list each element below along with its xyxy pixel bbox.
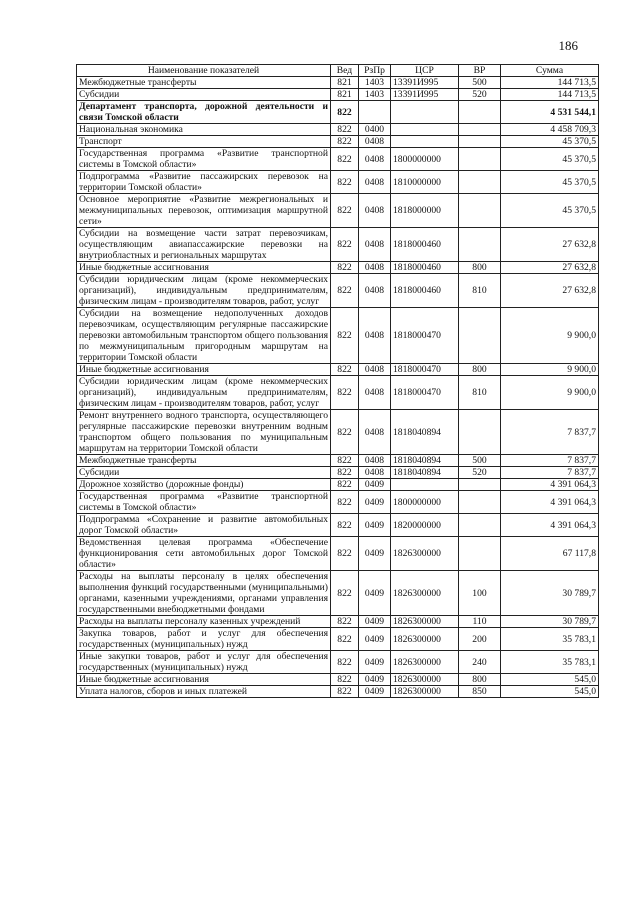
cell-vr	[459, 479, 501, 491]
cell-vr: 200	[459, 628, 501, 651]
table-row	[77, 571, 599, 616]
cell-csr: 1826300000	[391, 537, 459, 571]
cell-vr: 100	[459, 571, 501, 616]
table-row	[77, 514, 599, 537]
cell-sum: 4 458 709,3	[501, 124, 599, 136]
cell-sum: 67 117,8	[501, 537, 599, 571]
cell-sum: 30 789,7	[501, 616, 599, 628]
cell-csr	[391, 136, 459, 148]
cell-rzpr: 0408	[359, 274, 391, 308]
cell-csr: 1810000000	[391, 171, 459, 194]
header-rzpr: РзПр	[359, 65, 391, 77]
cell-sum: 9 900,0	[501, 364, 599, 376]
table-header	[77, 65, 599, 77]
cell-sum: 9 900,0	[501, 376, 599, 410]
cell-name: Государственная программа «Развитие транспортной системы в Томской области»	[77, 491, 331, 514]
cell-csr: 1800000000	[391, 148, 459, 171]
cell-csr: 1818040894	[391, 455, 459, 467]
cell-csr: 1826300000	[391, 674, 459, 686]
cell-sum: 45 370,5	[501, 136, 599, 148]
cell-vr: 240	[459, 651, 501, 674]
cell-name: Иные бюджетные ассигнования	[77, 674, 331, 686]
cell-vr	[459, 491, 501, 514]
page-number: 186	[558, 38, 578, 53]
cell-sum: 4 391 064,3	[501, 479, 599, 491]
table-row	[77, 262, 599, 274]
cell-name: Межбюджетные трансферты	[77, 455, 331, 467]
budget-table	[76, 64, 599, 698]
cell-vr	[459, 124, 501, 136]
table-row	[77, 410, 599, 455]
cell-csr: 1800000000	[391, 491, 459, 514]
cell-vr	[459, 228, 501, 262]
cell-sum: 27 632,8	[501, 274, 599, 308]
cell-sum: 35 783,1	[501, 651, 599, 674]
cell-sum: 7 837,7	[501, 467, 599, 479]
cell-rzpr: 0408	[359, 308, 391, 364]
cell-name: Иные бюджетные ассигнования	[77, 364, 331, 376]
table-row	[77, 376, 599, 410]
cell-name: Иные бюджетные ассигнования	[77, 262, 331, 274]
table-row	[77, 674, 599, 686]
cell-name: Подпрограмма «Сохранение и развитие автомобильных дорог Томской области»	[77, 514, 331, 537]
cell-ved: 822	[331, 410, 359, 455]
cell-name: Государственная программа «Развитие транспортной системы в Томской области»	[77, 148, 331, 171]
cell-ved: 821	[331, 77, 359, 89]
cell-rzpr: 0409	[359, 514, 391, 537]
cell-rzpr: 0409	[359, 674, 391, 686]
cell-csr: 13391И995	[391, 77, 459, 89]
cell-sum: 30 789,7	[501, 571, 599, 616]
cell-vr	[459, 537, 501, 571]
cell-rzpr: 0400	[359, 124, 391, 136]
cell-vr: 800	[459, 262, 501, 274]
table-row	[77, 148, 599, 171]
table-row	[77, 171, 599, 194]
cell-name: Департамент транспорта, дорожной деятельности и связи Томской области	[77, 101, 331, 124]
cell-name: Субсидии юридическим лицам (кроме некоммерческих организаций), индивидуальным предпринимателям, физическим лицам - производителям товаров, работ, услуг	[77, 274, 331, 308]
cell-rzpr: 0408	[359, 171, 391, 194]
cell-ved: 822	[331, 467, 359, 479]
cell-vr	[459, 194, 501, 228]
cell-rzpr: 0408	[359, 410, 391, 455]
cell-vr: 810	[459, 376, 501, 410]
cell-ved: 822	[331, 171, 359, 194]
cell-ved: 821	[331, 89, 359, 101]
cell-ved: 822	[331, 274, 359, 308]
cell-name: Субсидии	[77, 89, 331, 101]
cell-ved: 822	[331, 674, 359, 686]
cell-rzpr: 0408	[359, 136, 391, 148]
cell-ved: 822	[331, 455, 359, 467]
header-ved: Вед	[331, 65, 359, 77]
cell-rzpr: 0409	[359, 616, 391, 628]
cell-vr	[459, 148, 501, 171]
cell-name: Ведомственная целевая программа «Обеспечение функционирования сети автомобильных дорог Томской области»	[77, 537, 331, 571]
cell-rzpr: 0409	[359, 571, 391, 616]
cell-csr: 13391И995	[391, 89, 459, 101]
table-row	[77, 101, 599, 124]
table-row	[77, 77, 599, 89]
cell-sum: 4 531 544,1	[501, 101, 599, 124]
cell-ved: 822	[331, 136, 359, 148]
cell-ved: 822	[331, 537, 359, 571]
cell-rzpr: 0408	[359, 467, 391, 479]
cell-ved: 822	[331, 514, 359, 537]
cell-ved: 822	[331, 571, 359, 616]
cell-ved: 822	[331, 628, 359, 651]
cell-ved: 822	[331, 308, 359, 364]
cell-name: Субсидии	[77, 467, 331, 479]
cell-vr	[459, 308, 501, 364]
cell-vr: 810	[459, 274, 501, 308]
cell-sum: 144 713,5	[501, 89, 599, 101]
cell-rzpr: 0408	[359, 228, 391, 262]
header-csr: ЦСР	[391, 65, 459, 77]
cell-csr: 1818000000	[391, 194, 459, 228]
cell-rzpr: 1403	[359, 77, 391, 89]
cell-ved: 822	[331, 616, 359, 628]
cell-sum: 545,0	[501, 686, 599, 698]
cell-rzpr: 0408	[359, 455, 391, 467]
cell-vr: 850	[459, 686, 501, 698]
table-row	[77, 228, 599, 262]
cell-csr: 1818040894	[391, 467, 459, 479]
cell-csr: 1818000460	[391, 274, 459, 308]
header-vr: ВР	[459, 65, 501, 77]
cell-csr	[391, 479, 459, 491]
cell-sum: 45 370,5	[501, 194, 599, 228]
cell-vr: 800	[459, 364, 501, 376]
cell-vr	[459, 514, 501, 537]
cell-name: Национальная экономика	[77, 124, 331, 136]
table-row	[77, 136, 599, 148]
cell-sum: 27 632,8	[501, 262, 599, 274]
table-row	[77, 274, 599, 308]
cell-name: Основное мероприятие «Развитие межрегиональных и межмуниципальных перевозок, оптимизация маршрутной сети»	[77, 194, 331, 228]
cell-csr	[391, 101, 459, 124]
cell-name: Закупка товаров, работ и услуг для обеспечения государственных (муниципальных) нужд	[77, 628, 331, 651]
cell-name: Субсидии юридическим лицам (кроме некоммерческих организаций), индивидуальным предпринимателям, физическим лицам - производителям товаров, работ, услуг	[77, 376, 331, 410]
cell-sum: 545,0	[501, 674, 599, 686]
cell-name: Субсидии на возмещение части затрат перевозчикам, осуществляющим авиапассажирские перевозки на внутриобластных и региональных маршрутах	[77, 228, 331, 262]
cell-rzpr: 0409	[359, 479, 391, 491]
cell-vr	[459, 410, 501, 455]
cell-rzpr: 0408	[359, 364, 391, 376]
cell-csr	[391, 124, 459, 136]
cell-ved: 822	[331, 686, 359, 698]
cell-name: Иные закупки товаров, работ и услуг для обеспечения государственных (муниципальных) нужд	[77, 651, 331, 674]
cell-ved: 822	[331, 376, 359, 410]
table-row	[77, 194, 599, 228]
cell-ved: 822	[331, 491, 359, 514]
cell-ved: 822	[331, 101, 359, 124]
cell-csr: 1826300000	[391, 571, 459, 616]
header-name: Наименование показателей	[77, 65, 331, 77]
cell-ved: 822	[331, 148, 359, 171]
cell-vr	[459, 171, 501, 194]
cell-name: Уплата налогов, сборов и иных платежей	[77, 686, 331, 698]
cell-vr: 500	[459, 455, 501, 467]
cell-vr: 500	[459, 77, 501, 89]
cell-vr	[459, 101, 501, 124]
table-row	[77, 467, 599, 479]
cell-name: Ремонт внутреннего водного транспорта, осуществляющего регулярные пассажирские перевозки внутренним водным транспортом общего пользования по муниципальным маршрутам на территории Томской области	[77, 410, 331, 455]
cell-sum: 144 713,5	[501, 77, 599, 89]
cell-ved: 822	[331, 364, 359, 376]
cell-sum: 9 900,0	[501, 308, 599, 364]
header-sum: Сумма	[501, 65, 599, 77]
table-row	[77, 364, 599, 376]
cell-rzpr: 0408	[359, 148, 391, 171]
cell-csr: 1818000470	[391, 376, 459, 410]
table-row	[77, 628, 599, 651]
cell-ved: 822	[331, 194, 359, 228]
table-row	[77, 124, 599, 136]
cell-csr: 1818000470	[391, 308, 459, 364]
cell-name: Расходы на выплаты персоналу в целях обеспечения выполнения функций государственными (муниципальными) органами, казенными учреждениями, органами управления государственными внебюджетными фондами	[77, 571, 331, 616]
cell-csr: 1818000470	[391, 364, 459, 376]
cell-name: Транспорт	[77, 136, 331, 148]
table-row	[77, 491, 599, 514]
cell-rzpr: 1403	[359, 89, 391, 101]
cell-sum: 27 632,8	[501, 228, 599, 262]
table-row	[77, 308, 599, 364]
cell-sum: 7 837,7	[501, 410, 599, 455]
table-row	[77, 479, 599, 491]
cell-csr: 1818000460	[391, 228, 459, 262]
cell-rzpr: 0409	[359, 628, 391, 651]
table-row	[77, 686, 599, 698]
cell-rzpr: 0408	[359, 194, 391, 228]
cell-rzpr: 0409	[359, 491, 391, 514]
cell-rzpr: 0409	[359, 651, 391, 674]
table-body	[77, 77, 599, 698]
cell-vr: 800	[459, 674, 501, 686]
cell-ved: 822	[331, 124, 359, 136]
cell-vr: 110	[459, 616, 501, 628]
cell-rzpr	[359, 101, 391, 124]
cell-name: Расходы на выплаты персоналу казенных учреждений	[77, 616, 331, 628]
cell-csr: 1818040894	[391, 410, 459, 455]
cell-name: Подпрограмма «Развитие пассажирских перевозок на территории Томской области»	[77, 171, 331, 194]
table-row	[77, 616, 599, 628]
cell-name: Дорожное хозяйство (дорожные фонды)	[77, 479, 331, 491]
table-row	[77, 455, 599, 467]
cell-rzpr: 0408	[359, 376, 391, 410]
cell-ved: 822	[331, 262, 359, 274]
cell-sum: 45 370,5	[501, 148, 599, 171]
cell-csr: 1820000000	[391, 514, 459, 537]
cell-rzpr: 0409	[359, 686, 391, 698]
cell-ved: 822	[331, 479, 359, 491]
cell-csr: 1826300000	[391, 628, 459, 651]
cell-vr: 520	[459, 467, 501, 479]
cell-ved: 822	[331, 228, 359, 262]
cell-csr: 1826300000	[391, 686, 459, 698]
cell-sum: 7 837,7	[501, 455, 599, 467]
cell-csr: 1826300000	[391, 651, 459, 674]
cell-name: Межбюджетные трансферты	[77, 77, 331, 89]
table-row	[77, 89, 599, 101]
cell-rzpr: 0409	[359, 537, 391, 571]
cell-ved: 822	[331, 651, 359, 674]
table-row	[77, 651, 599, 674]
cell-vr: 520	[459, 89, 501, 101]
cell-sum: 4 391 064,3	[501, 491, 599, 514]
cell-sum: 35 783,1	[501, 628, 599, 651]
cell-name: Субсидии на возмещение недополученных доходов перевозчикам, осуществляющим регулярные пассажирские перевозки автомобильным транспортом общего пользования по межмуниципальным пригородным маршрутам на территории Томской области	[77, 308, 331, 364]
table-row	[77, 537, 599, 571]
cell-csr: 1826300000	[391, 616, 459, 628]
cell-vr	[459, 136, 501, 148]
cell-csr: 1818000460	[391, 262, 459, 274]
cell-rzpr: 0408	[359, 262, 391, 274]
cell-sum: 4 391 064,3	[501, 514, 599, 537]
cell-sum: 45 370,5	[501, 171, 599, 194]
